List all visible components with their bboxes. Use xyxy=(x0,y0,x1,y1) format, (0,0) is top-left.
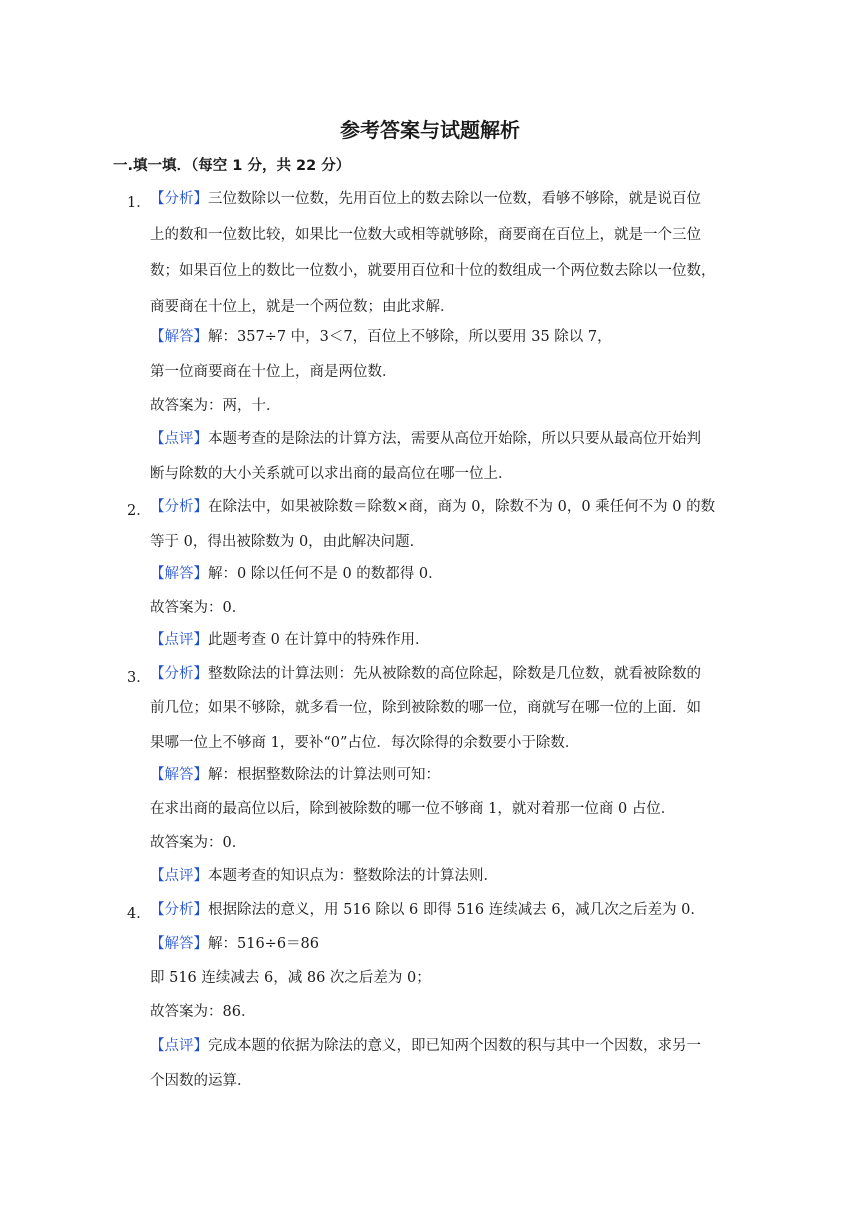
comment-text: 本题考查的知识点为：整数除法的计算法则． xyxy=(208,868,498,884)
analysis-text: 三位数除以一位数，先用百位上的数去除以一位数，看够不够除，就是说百位 xyxy=(208,191,701,207)
answer-tag: 【解答】 xyxy=(150,329,208,345)
analysis-line: 上的数和一位数比较，如果比一位数大或相等就够除，商要商在百位上，就是一个三位 xyxy=(150,227,701,243)
analysis-tag: 【分析】 xyxy=(150,499,208,515)
answer-line: 在求出商的最高位以后，除到被除数的哪一位不够商 1，就对着那一位商 0 占位． xyxy=(150,801,676,817)
answer-line: 故答案为：0． xyxy=(150,835,247,851)
analysis-line: 商要商在十位上，就是一个两位数；由此求解． xyxy=(150,299,455,315)
analysis-line: 果哪一位上不够商 1，要补“0”占位．每次除得的余数要小于除数． xyxy=(150,735,580,751)
answer-tag: 【解答】 xyxy=(150,566,208,582)
comment-line: 个因数的运算． xyxy=(150,1073,252,1089)
section-heading: 一.填一填．（每空 1 分，共 22 分） xyxy=(113,158,351,174)
answer-line: 第一位商要商在十位上，商是两位数． xyxy=(150,364,397,380)
answer-text: 解：516÷6＝86 xyxy=(208,936,320,952)
question-number: 3． xyxy=(127,670,151,686)
question-number: 2． xyxy=(127,503,151,519)
answer-tag: 【解答】 xyxy=(150,936,208,952)
comment-tag: 【点评】 xyxy=(150,431,208,447)
answer-line: 即 516 连续减去 6，减 86 次之后差为 0； xyxy=(150,970,431,986)
comment-text: 此题考查 0 在计算中的特殊作用． xyxy=(208,632,430,648)
analysis-text: 整数除法的计算法则：先从被除数的高位除起，除数是几位数，就看被除数的 xyxy=(208,666,701,682)
comment-line xyxy=(150,630,429,650)
question-number: 4． xyxy=(127,906,151,922)
comment-tag: 【点评】 xyxy=(150,1038,208,1054)
answer-line xyxy=(150,564,443,584)
analysis-text: 在除法中，如果被除数＝除数×商，商为 0，除数不为 0，0 乘任何不为 0 的数 xyxy=(208,499,716,515)
analysis-tag: 【分析】 xyxy=(150,666,208,682)
page-title: 参考答案与试题解析 xyxy=(340,118,520,142)
comment-tag: 【点评】 xyxy=(150,632,208,648)
analysis-tag: 【分析】 xyxy=(150,191,208,207)
analysis-line xyxy=(150,664,701,684)
comment-line xyxy=(150,429,701,449)
answer-text: 解：357÷7 中，3＜7，百位上不够除，所以要用 35 除以 7， xyxy=(208,329,612,345)
answer-line: 故答案为：86． xyxy=(150,1004,256,1020)
question-number: 1． xyxy=(127,195,151,211)
answer-line: 故答案为：0． xyxy=(150,600,247,616)
comment-line xyxy=(150,866,498,886)
answer-line xyxy=(150,327,612,347)
analysis-line xyxy=(150,189,701,209)
comment-text: 完成本题的依据为除法的意义，即已知两个因数的积与其中一个因数，求另一 xyxy=(208,1038,701,1054)
analysis-line: 前几位；如果不够除，就多看一位，除到被除数的哪一位，商就写在哪一位的上面．如 xyxy=(150,700,701,716)
analysis-line: 等于 0，得出被除数为 0，由此解决问题． xyxy=(150,534,425,550)
answer-text: 解：根据整数除法的计算法则可知： xyxy=(208,767,440,783)
comment-line xyxy=(150,1036,701,1056)
analysis-line: 数；如果百位上的数比一位数小，就要用百位和十位的数组成一个两位数去除以一位数， xyxy=(150,263,716,279)
comment-text: 本题考查的是除法的计算方法，需要从高位开始除，所以只要从最高位开始判 xyxy=(208,431,701,447)
answer-line: 故答案为：两，十． xyxy=(150,398,281,414)
analysis-line xyxy=(150,497,715,517)
comment-line: 断与除数的大小关系就可以求出商的最高位在哪一位上． xyxy=(150,466,513,482)
answer-text: 解：0 除以任何不是 0 的数都得 0． xyxy=(208,566,443,582)
analysis-line xyxy=(150,900,705,920)
answer-tag: 【解答】 xyxy=(150,767,208,783)
comment-tag: 【点评】 xyxy=(150,868,208,884)
analysis-tag: 【分析】 xyxy=(150,902,208,918)
answer-line xyxy=(150,765,440,785)
analysis-text: 根据除法的意义，用 516 除以 6 即得 516 连续减去 6，减几次之后差为 0． xyxy=(208,902,705,918)
answer-line xyxy=(150,934,319,954)
